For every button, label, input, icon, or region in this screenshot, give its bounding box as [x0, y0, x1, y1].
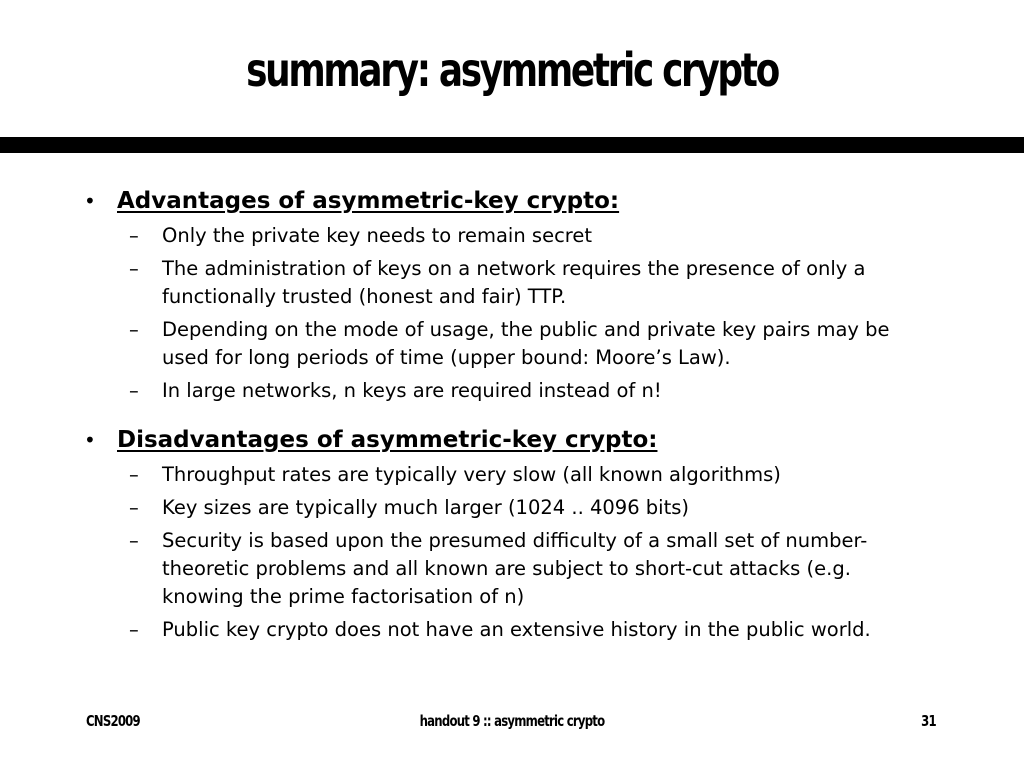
disadvantages-heading: Disadvantages of asymmetric-key crypto: [117, 427, 658, 453]
list-item [0, 461, 1024, 489]
dash-bullet-icon: – [129, 618, 139, 641]
list-item-text: Key sizes are typically much larger (1024 .. 4096 bits) [162, 496, 690, 519]
slide-body [0, 180, 1024, 649]
dash-bullet-icon: – [129, 496, 139, 519]
disadvantages-list [0, 461, 1024, 644]
list-item [0, 494, 1024, 522]
list-item-text: Throughput rates are typically very slow (all known algorithms) [162, 463, 781, 486]
advantages-heading: Advantages of asymmetric-key crypto: [117, 188, 620, 214]
dash-bullet-icon: – [129, 318, 139, 341]
title-divider [0, 137, 1024, 153]
advantages-list [0, 222, 1024, 405]
list-item-text: In large networks, n keys are required instead of n! [162, 379, 662, 402]
list-item-text: Only the private key needs to remain secret [162, 224, 593, 247]
dash-bullet-icon: – [129, 463, 139, 486]
dash-bullet-icon: – [129, 224, 139, 247]
slide-title: summary: asymmetric crypto [246, 43, 778, 97]
list-item [0, 316, 1024, 372]
dash-bullet-icon: – [129, 529, 139, 552]
dash-bullet-icon: – [129, 257, 139, 280]
list-item-text: Security is based upon the presumed difficulty of a small set of number-theoretic problems and all known are subject to short-cut attacks (e.g. knowing the prime factorisation of n) [162, 529, 868, 608]
list-item-text: The administration of keys on a network requires the presence of only a functionally trusted (honest and fair) TTP. [162, 257, 866, 308]
list-item [0, 377, 1024, 405]
list-item [0, 255, 1024, 311]
footer-course-label: CNS2009 [86, 712, 140, 730]
footer-page-number: 31 [921, 712, 936, 730]
list-item-text: Public key crypto does not have an extensive history in the public world. [162, 618, 871, 641]
advantages-heading-row [0, 180, 1024, 222]
list-item [0, 222, 1024, 250]
bullet-icon: • [84, 189, 96, 213]
dash-bullet-icon: – [129, 379, 139, 402]
list-item [0, 616, 1024, 644]
disadvantages-heading-row [0, 419, 1024, 461]
list-item-text: Depending on the mode of usage, the public and private key pairs may be used for long periods of time (upper bound: Moore’s Law). [162, 318, 890, 369]
list-item [0, 527, 1024, 611]
disadvantages-section [0, 419, 1024, 644]
advantages-section [0, 180, 1024, 405]
footer-handout-label: handout 9 :: asymmetric crypto [419, 712, 605, 730]
bullet-icon: • [84, 428, 96, 452]
